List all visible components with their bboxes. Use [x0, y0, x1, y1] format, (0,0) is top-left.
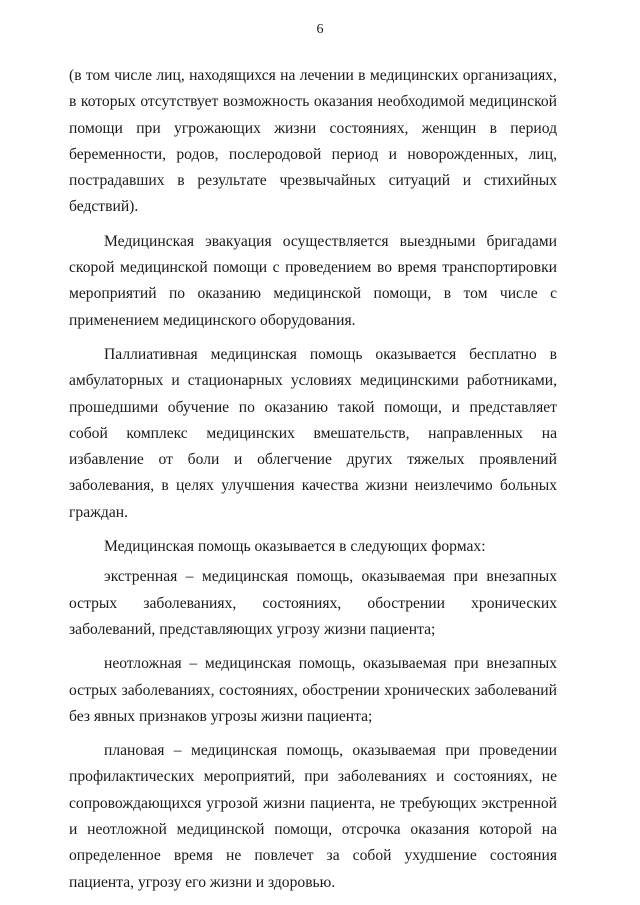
paragraph-evacuation-continuation: (в том числе лиц, находящихся на лечении в медицинских организациях, в которых отсутствует возможность оказания необходимой медицинской помощи при угрожающих жизни состояниях, женщин в период беременности, родов, послеродовой период и новорожденных, лиц, пострадавших в результате чрезвычайных ситуаций и стихийных бедствий). [69, 67, 557, 216]
paragraph-medical-evacuation: Медицинская эвакуация осуществляется выездными бригадами скорой медицинской помощи с проведением во время транспортировки мероприятий по оказанию медицинской помощи, в том числе с применением медицинского оборудования. [69, 232, 557, 329]
paragraph-form-emergency: экстренная – медицинская помощь, оказываемая при внезапных острых заболеваниях, состояниях, обострении хронических заболеваний, представляющих угрозу жизни пациента; [69, 568, 557, 638]
paragraph-form-urgent: неотложная – медицинская помощь, оказываемая при внезапных острых заболеваниях, состояниях, обострении хронических заболеваний без явных признаков угрозы жизни пациента; [69, 655, 557, 725]
page-number: 6 [316, 22, 324, 37]
paragraph-form-planned: плановая – медицинская помощь, оказываемая при проведении профилактических мероприятий, при заболеваниях и состояниях, не сопровождающихся угрозой жизни пациента, не требующих экстренной и неотложной медицинской помощи, отсрочка оказания которой на определенное время не повлечет за собой ухудшение состояния пациента, угрозу его жизни и здоровью. [69, 742, 557, 891]
paragraph-forms-intro: Медицинская помощь оказывается в следующих формах: [104, 538, 486, 556]
document-body [69, 63, 557, 904]
paragraph-palliative-care: Паллиативная медицинская помощь оказывается бесплатно в амбулаторных и стационарных условиях медицинскими работниками, прошедшими обучение по оказанию такой помощи, и представляет собой комплекс медицинских вмешательств, направленных на избавление от боли и облегчение других тяжелых проявлений заболевания, в целях улучшения качества жизни неизлечимо больных граждан. [69, 345, 557, 521]
